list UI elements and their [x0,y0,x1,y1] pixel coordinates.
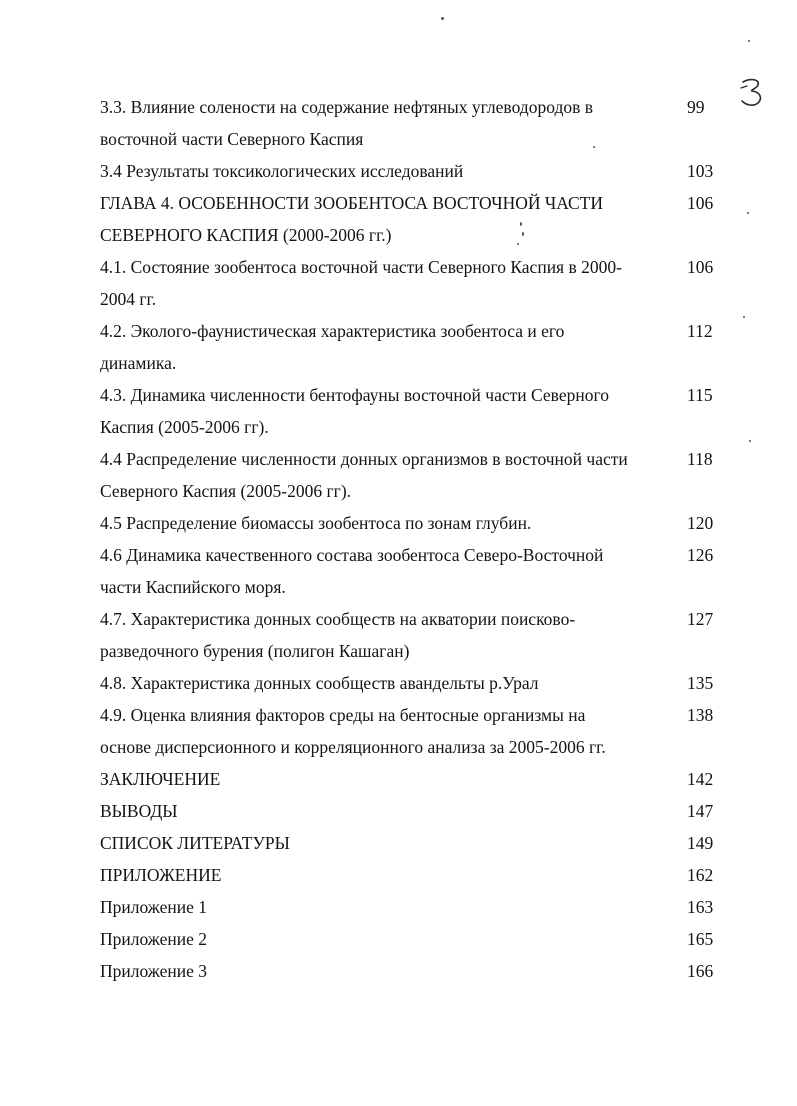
scan-speck [743,316,745,318]
toc-entry-title: 4.8. Характеристика донных сообществ авандельты р.Урал [100,673,539,693]
toc-entry [100,603,720,667]
toc-entry [100,379,720,443]
toc-entry [100,315,720,379]
toc-entry [100,251,720,315]
toc-entry-title: 3.3. Влияние солености на содержание нефтяных углеводородов в восточной части Северного Каспия [100,97,594,149]
toc-entry-page-number: 127 [687,609,714,629]
toc-entry-title: 4.2. Эколого-фаунистическая характеристика зообентоса и его динамика. [100,321,565,373]
toc-entry-title: ПРИЛОЖЕНИЕ [100,865,222,885]
toc-entry [100,827,720,859]
toc-entry [100,507,720,539]
toc-entry-title: 4.1. Состояние зообентоса восточной части Северного Каспия в 2000- 2004 гг. [100,257,622,309]
toc-entry-page-number: 112 [687,321,713,341]
toc-entry [100,539,720,603]
handwritten-page-number-mark [738,76,768,110]
toc-entry-page-number: 163 [687,897,714,917]
toc-entry-page-number: 165 [687,929,714,949]
table-of-contents [100,91,720,987]
toc-entry [100,187,720,251]
toc-entry-page-number: 149 [687,833,714,853]
toc-entry-title: Приложение 1 [100,897,208,917]
toc-entry-title: 4.7. Характеристика донных сообществ на акватории поисково- разведочного бурения (полигон Кашаган) [100,609,576,661]
toc-entry-page-number: 135 [687,673,714,693]
scan-speck [748,40,750,42]
toc-entry-title: Приложение 2 [100,929,208,949]
toc-entry [100,859,720,891]
toc-entry-page-number: 166 [687,961,714,981]
scan-speck [749,440,751,442]
toc-entry [100,763,720,795]
toc-entry-page-number: 162 [687,865,714,885]
toc-entry-page-number: 99 [687,97,705,117]
toc-entry-title: 4.9. Оценка влияния факторов среды на бентосные организмы на основе дисперсионного и корреляционного анализа за 2005-2006 гг. [100,705,606,757]
toc-entry [100,795,720,827]
scan-speck [441,17,444,20]
toc-entry-title: 3.4 Результаты токсикологических исследований [100,161,464,181]
toc-entry-page-number: 147 [687,801,714,821]
toc-entry-page-number: 126 [687,545,714,565]
toc-entry-title: Приложение 3 [100,961,208,981]
toc-entry-page-number: 106 [687,257,714,277]
toc-entry-page-number: 118 [687,449,713,469]
toc-entry [100,923,720,955]
toc-entry [100,443,720,507]
toc-entry [100,91,720,155]
toc-entry [100,155,720,187]
toc-entry [100,667,720,699]
toc-entry-title: 4.4 Распределение численности донных организмов в восточной части Северного Каспия (2005-2006 гг). [100,449,628,501]
toc-entry [100,891,720,923]
toc-entry-title: 4.5 Распределение биомассы зообентоса по зонам глубин. [100,513,532,533]
toc-entry-page-number: 138 [687,705,714,725]
toc-entry-title: 4.6 Динамика качественного состава зообентоса Северо-Восточной части Каспийского моря. [100,545,604,597]
toc-entry-page-number: 120 [687,513,714,533]
toc-entry-title: СПИСОК ЛИТЕРАТУРЫ [100,833,290,853]
toc-entry-page-number: 115 [687,385,713,405]
toc-entry-title: 4.3. Динамика численности бентофауны восточной части Северного Каспия (2005-2006 гг). [100,385,609,437]
toc-entry [100,699,720,763]
toc-entry [100,955,720,987]
toc-entry-page-number: 106 [687,193,714,213]
toc-entry-title: ЗАКЛЮЧЕНИЕ [100,769,221,789]
toc-entry-title: ВЫВОДЫ [100,801,178,821]
scan-speck [747,212,749,214]
toc-entry-page-number: 142 [687,769,714,789]
toc-entry-title: ГЛАВА 4. ОСОБЕННОСТИ ЗООБЕНТОСА ВОСТОЧНОЙ ЧАСТИ СЕВЕРНОГО КАСПИЯ (2000-2006 гг.) [100,193,603,245]
toc-entry-page-number: 103 [687,161,714,181]
